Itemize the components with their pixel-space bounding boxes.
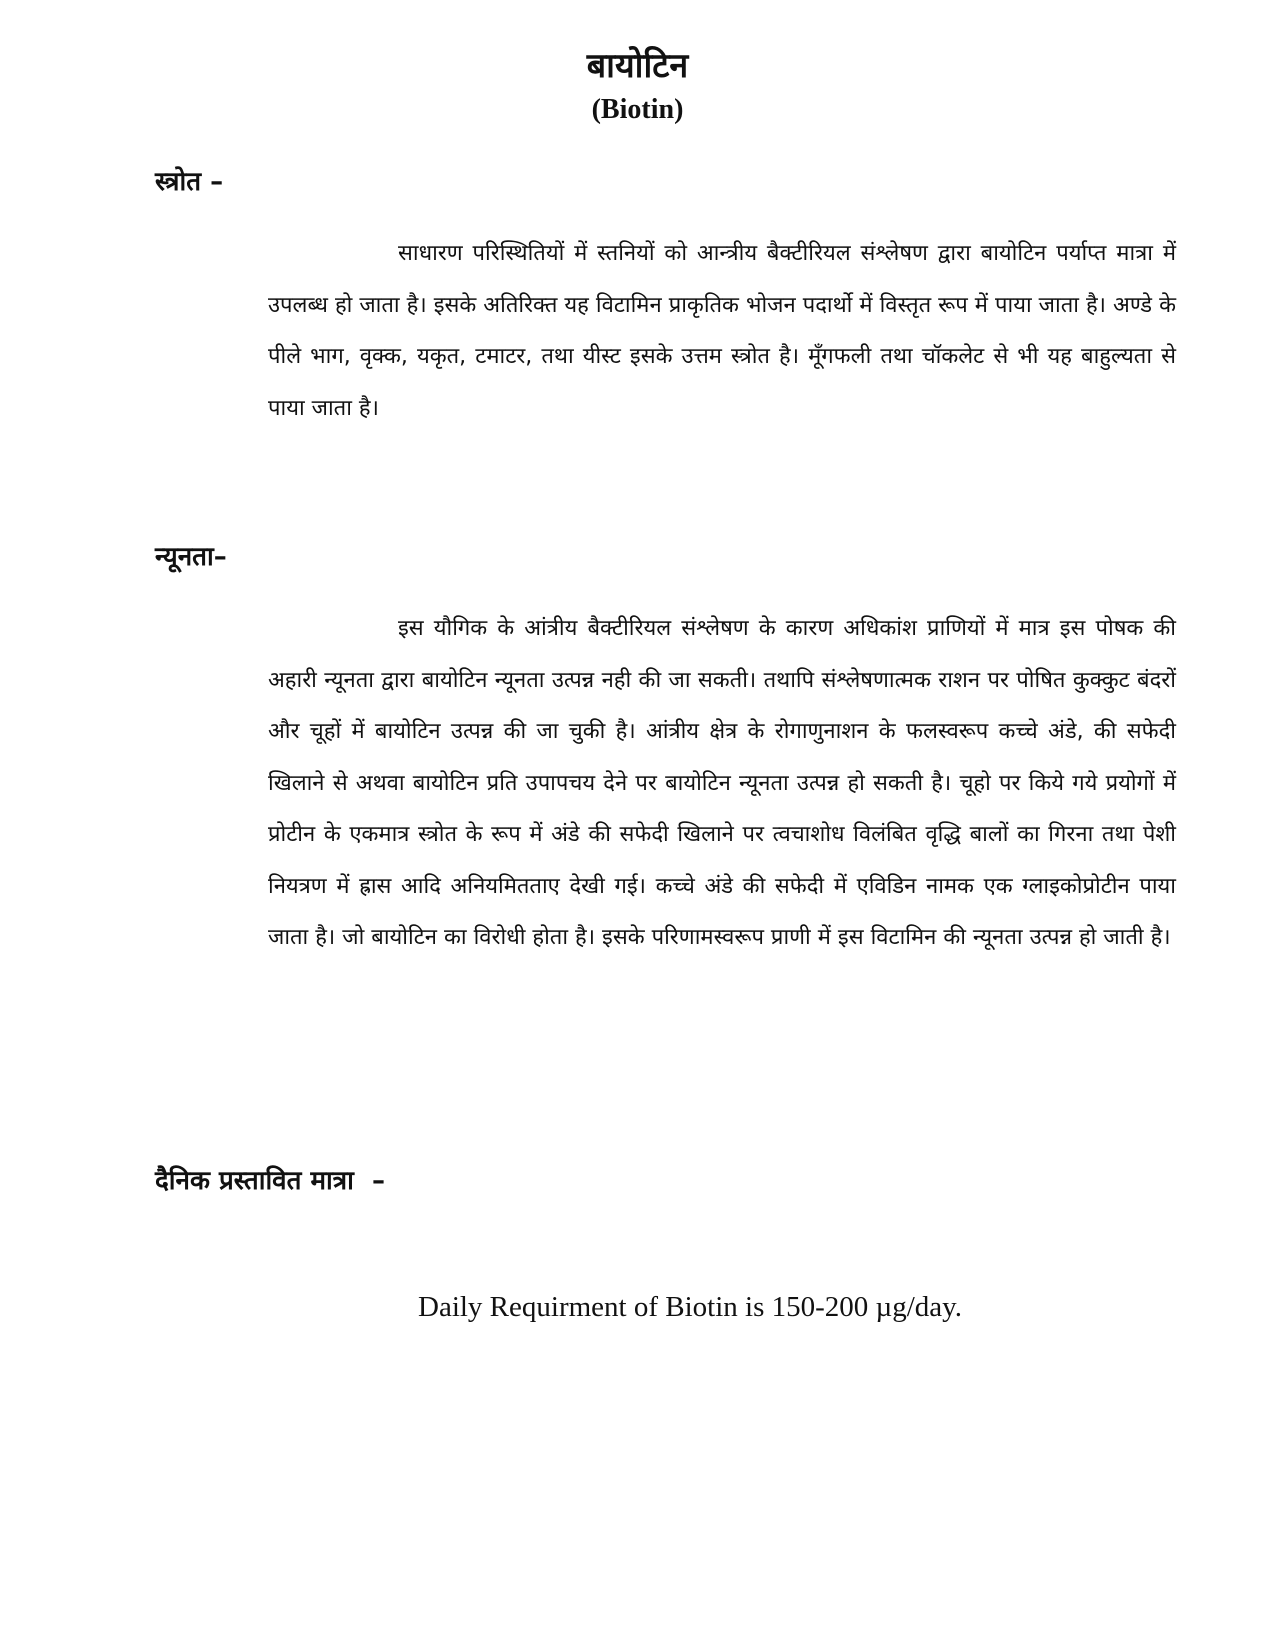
deficiency-text: इस यौगिक के आंत्रीय बैक्टीरियल संश्लेषण के कारण अधिकांश प्राणियों में मात्र इस पोषक की अहारी न्यूनता द्वारा बायोटिन न्यूनता उत्पन्न नही की जा सकती। तथापि संश्लेषणात्मक राशन पर पोषित कुक्कुट बंदरों और चूहों में बायोटिन उत्पन्न की जा चुकी है। आंत्रीय क्षेत्र के रोगाणुनाशन के फलस्वरूप कच्चे अंडे, की सफेदी खिलाने से अथवा बायोटिन प्रति उपापचय देने पर बायोटिन न्यूनता उत्पन्न हो सकती है। चूहो पर किये गये प्रयोगों में प्रोटीन के एकमात्र स्त्रोत के रूप में अंडे की सफेदी खिलाने पर त्वचाशोध विलंबित वृद्धि बालों का गिरना तथा पेशी नियत्रण में ह्रास आदि अनियमितताए देखी गई। कच्चे अंडे की सफेदी में एविडिन नामक एक ग्लाइकोप्रोटीन पाया जाता है। जो बायोटिन का विरोधी होता है। इसके परिणामस्वरूप प्राणी में इस विटामिन की न्यूनता उत्पन्न हो जाती है। xyxy=(268,616,1176,950)
daily-requirement-text: Daily Requirment of Biotin is 150-200 µg/day. xyxy=(418,1291,963,1323)
section-heading-daily-dose: दैनिक प्रस्तावित मात्रा – xyxy=(155,1166,385,1196)
page-title-english: (Biotin) xyxy=(591,94,684,125)
section-paragraph-deficiency xyxy=(268,603,1176,964)
page-title-hindi: बायोटिन xyxy=(586,46,689,86)
section-heading-deficiency: न्यूनता– xyxy=(155,542,227,572)
section-heading-source: स्त्रोत – xyxy=(155,167,224,197)
section-paragraph-source xyxy=(268,228,1176,434)
source-text: साधारण परिस्थितियों में स्तनियों को आन्त्रीय बैक्टीरियल संश्लेषण द्वारा बायोटिन पर्याप्त मात्रा में उपलब्ध हो जाता है। इसके अतिरिक्त यह विटामिन प्राकृतिक भोजन पदार्थो में विस्तृत रूप में पाया जाता है। अण्डे के पीले भाग, वृक्क, यकृत, टमाटर, तथा यीस्ट इसके उत्तम स्त्रोत है। मूँगफली तथा चॉकलेट से भी यह बाहुल्यता से पाया जाता है। xyxy=(268,241,1176,421)
